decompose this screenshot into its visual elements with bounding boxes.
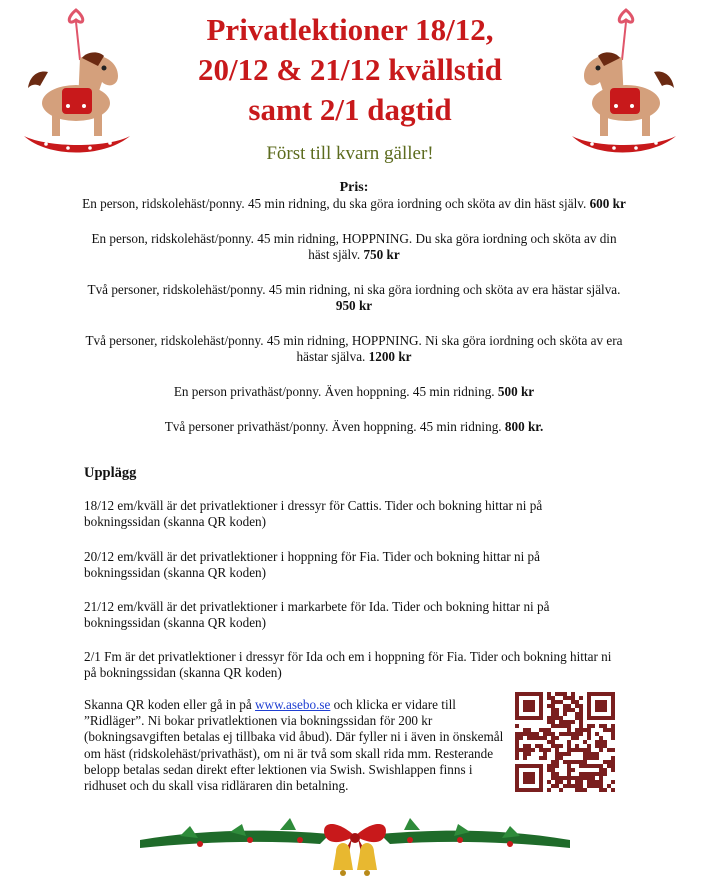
setup-heading: Upplägg — [84, 465, 137, 481]
rocking-horse-ornament-icon — [18, 8, 133, 158]
price-item — [80, 231, 628, 263]
pricing-section — [80, 180, 628, 454]
price-amount: 600 kr — [589, 196, 626, 211]
christmas-garland-bells-icon — [140, 800, 570, 888]
price-description: Två personer, ridskolehäst/ponny. 45 min ridning, HOPPNING. Ni ska göra iordning och sköta av era hästar själva. — [85, 333, 623, 364]
price-item — [80, 282, 628, 314]
price-description: Två personer privathäst/ponny. Även hoppning. 45 min ridning. — [164, 419, 502, 434]
price-item — [80, 196, 628, 212]
website-link[interactable]: www.asebo.se — [255, 697, 331, 712]
price-description: En person, ridskolehäst/ponny. 45 min ridning, HOPPNING. Du ska göra iordning och sköta av din häst själv. — [91, 231, 617, 262]
schedule-paragraph: 21/12 em/kväll är det privatlektioner i markarbete för Ida. Tider och bokning hittar ni på bokningssidan (skanna QR koden) — [84, 599, 550, 630]
booking-text-after: och klicka er vidare till ”Ridläger”. Ni bokar privatlektionen via bokningssidan för 200 kr (bokningsavgiften betalas ej tillbaka vid åbud). Där fyller ni i även in önskemål om häst (ridskolehäst/privathäst), om ni är två som skall rida mm. Resterande belopp betalas sedan direkt efter lektionen via Swish. Swishlappen finns i ridhuset och du skall visa ridläraren din betalning. — [84, 697, 504, 794]
price-item — [80, 419, 628, 435]
pricing-heading: Pris: — [339, 180, 369, 195]
price-item — [80, 384, 628, 400]
page-title — [150, 10, 550, 130]
title-line: Privatlektioner 18/12, — [206, 12, 494, 47]
booking-text-before: Skanna QR koden eller gå in på — [84, 697, 256, 712]
title-line: 20/12 & 21/12 kvällstid — [197, 52, 502, 87]
price-amount: 500 kr — [497, 384, 535, 399]
schedule-paragraph: 2/1 Fm är det privatlektioner i dressyr för Ida och em i hoppning för Fia. Tider och bokning hittar ni på bokningssidan (skanna QR koden) — [84, 649, 612, 680]
price-item — [80, 333, 628, 365]
title-line: samt 2/1 dagtid — [248, 92, 452, 127]
schedule-paragraph: 18/12 em/kväll är det privatlektioner i dressyr för Cattis. Tider och bokning hittar ni på bokningssidan (skanna QR koden) — [84, 498, 543, 529]
price-description: En person, ridskolehäst/ponny. 45 min ridning, du ska göra iordning och sköta av din häst själv. — [82, 196, 587, 211]
rocking-horse-ornament-icon — [568, 8, 683, 158]
price-amount: 1200 kr — [368, 349, 412, 364]
price-amount: 800 kr. — [504, 419, 544, 434]
booking-paragraph — [84, 697, 504, 794]
price-description: En person privathäst/ponny. Även hoppning. 45 min ridning. — [173, 384, 495, 399]
price-amount: 750 kr — [363, 247, 400, 262]
subtitle: Först till kvarn gäller! — [266, 143, 434, 164]
schedule-paragraph: 20/12 em/kväll är det privatlektioner i hoppning för Fia. Tider och bokning hittar ni på bokningssidan (skanna QR koden) — [84, 549, 540, 580]
qr-code-icon[interactable] — [515, 692, 615, 792]
price-amount: 950 kr — [335, 298, 373, 313]
price-description: Två personer, ridskolehäst/ponny. 45 min ridning, ni ska göra iordning och sköta av era hästar själva. — [87, 282, 621, 297]
